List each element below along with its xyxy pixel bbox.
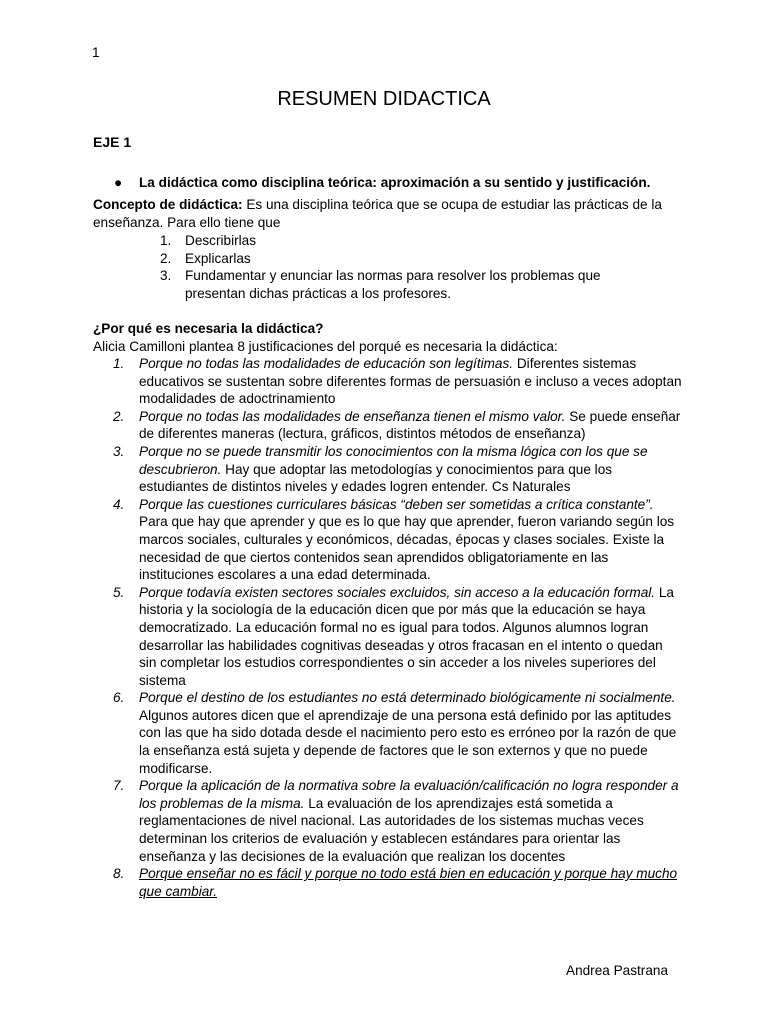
reason-underlined: Porque enseñar no es fácil y porque no todo está bien en educación y porque hay mucho que cambiar. <box>139 866 678 899</box>
reason-text: Hay que adoptar las metodologías y conocimientos para que los estudiantes de distintos niveles y edades logren entender. Cs Naturales <box>139 461 613 495</box>
reason-item <box>113 496 683 584</box>
concept-paragraph <box>93 196 678 231</box>
page-number: 1 <box>92 45 100 60</box>
reason-item <box>113 408 683 443</box>
reason-number: 1. <box>113 356 125 371</box>
list-item <box>160 267 660 302</box>
reason-item <box>113 865 683 900</box>
list-number: 2. <box>160 250 172 266</box>
reason-item <box>113 584 683 690</box>
author-footer: Andrea Pastrana <box>566 963 669 978</box>
reasons-list <box>113 355 683 900</box>
list-number: 1. <box>160 233 172 248</box>
reason-number: 8. <box>113 866 125 882</box>
reason-item <box>113 689 683 777</box>
list-item <box>160 250 660 268</box>
reason-number: 6. <box>113 690 125 706</box>
reason-italic: Porque la aplicación de la normativa sobre la evaluación/calificación no logra responder a los problemas de la misma. <box>139 778 679 811</box>
list-text: Fundamentar y enunciar las normas para resolver los problemas que presentan dichas prácticas a los profesores. <box>185 268 601 301</box>
reason-number: 3. <box>113 443 125 459</box>
question-heading: ¿Por qué es necesaria la didáctica? <box>93 321 324 336</box>
reason-text: La evaluación de los aprendizajes está sometida a reglamentaciones de nivel nacional. Las autoridades de los sistemas muchas veces determinan los criterios de evaluación y establecen estándares para orientar las enseñanza y las decisiones de la evaluación que realizan los docentes <box>139 795 644 864</box>
reason-text: Algunos autores dicen que el aprendizaje de una persona está definido por las aptitudes con las que ha sido dotada desde el nacimiento pero esto es erróneo por la razón de que la enseñanza está sujeta y depende de factores que le son externos y que no puede modificarse. <box>139 707 677 776</box>
intro-text: Alicia Camilloni plantea 8 justificaciones del porqué es necesaria la didáctica: <box>93 339 558 354</box>
reason-number: 7. <box>113 778 125 794</box>
reason-text: Diferentes sistemas educativos se sustentan sobre diferentes formas de persuasión e incluso a veces adoptan modalidades de adoctrinamiento <box>139 356 682 407</box>
document-title: RESUMEN DIDACTICA <box>277 88 491 110</box>
reason-text: La historia y la sociología de la educación dicen que por más que la educación se haya democratizado. La educación formal no es igual para todos. Algunos alumnos logran desarrollar las habilidades cognitivas deseadas y otros fracasan en el intento o quedan sin completar los estudios correspondientes o sin acceder a los niveles superiores del sistema <box>139 584 674 688</box>
reason-number: 5. <box>113 584 125 600</box>
bullet-text: La didáctica como disciplina teórica: aproximación a su sentido y justificación. <box>139 175 651 190</box>
reason-italic: Porque todavía existen sectores sociales excluidos, sin acceso a la educación formal. <box>139 584 656 600</box>
bullet-topic <box>114 174 694 192</box>
reason-italic: Porque el destino de los estudiantes no está determinado biológicamente ni socialmente. <box>139 690 676 706</box>
concept-label: Concepto de didáctica: <box>93 197 243 212</box>
reason-item <box>113 777 683 865</box>
reason-italic: Porque no todas las modalidades de educación son legítimas. <box>139 356 514 371</box>
reason-item <box>113 355 683 408</box>
reason-text: Se puede enseñar de diferentes maneras (lectura, gráficos, distintos métodos de enseñanza) <box>139 408 681 442</box>
section-heading: EJE 1 <box>93 134 132 150</box>
reason-text: Para que hay que aprender y que es lo que hay que aprender, fueron variando según los marcos sociales, culturales y económicos, décadas, épocas y clases sociales. Existe la necesidad de que ciertos contenidos sean aprendidos obligatoriamente en las instituciones escolares a una edad determinada. <box>139 514 675 583</box>
reason-italic: Porque no se puede transmitir los conocimientos con la misma lógica con los que se descubrieron. <box>139 443 648 477</box>
reason-number: 4. <box>113 496 125 512</box>
reason-italic: Porque las cuestiones curriculares básicas “deben ser sometidas a crítica constante”. <box>139 496 654 512</box>
reason-number: 2. <box>113 408 125 424</box>
list-number: 3. <box>160 268 172 284</box>
reason-item <box>113 443 683 496</box>
list-text: Explicarlas <box>185 250 251 266</box>
concept-text: Es una disciplina teórica que se ocupa de estudiar las prácticas de la enseñanza. Para ello tiene que <box>93 197 662 230</box>
list-item <box>160 232 660 250</box>
bullet-icon: ● <box>114 175 123 190</box>
reason-italic: Porque no todas las modalidades de enseñanza tienen el mismo valor. <box>139 408 566 424</box>
concept-list <box>160 232 660 302</box>
list-text: Describirlas <box>185 233 257 248</box>
